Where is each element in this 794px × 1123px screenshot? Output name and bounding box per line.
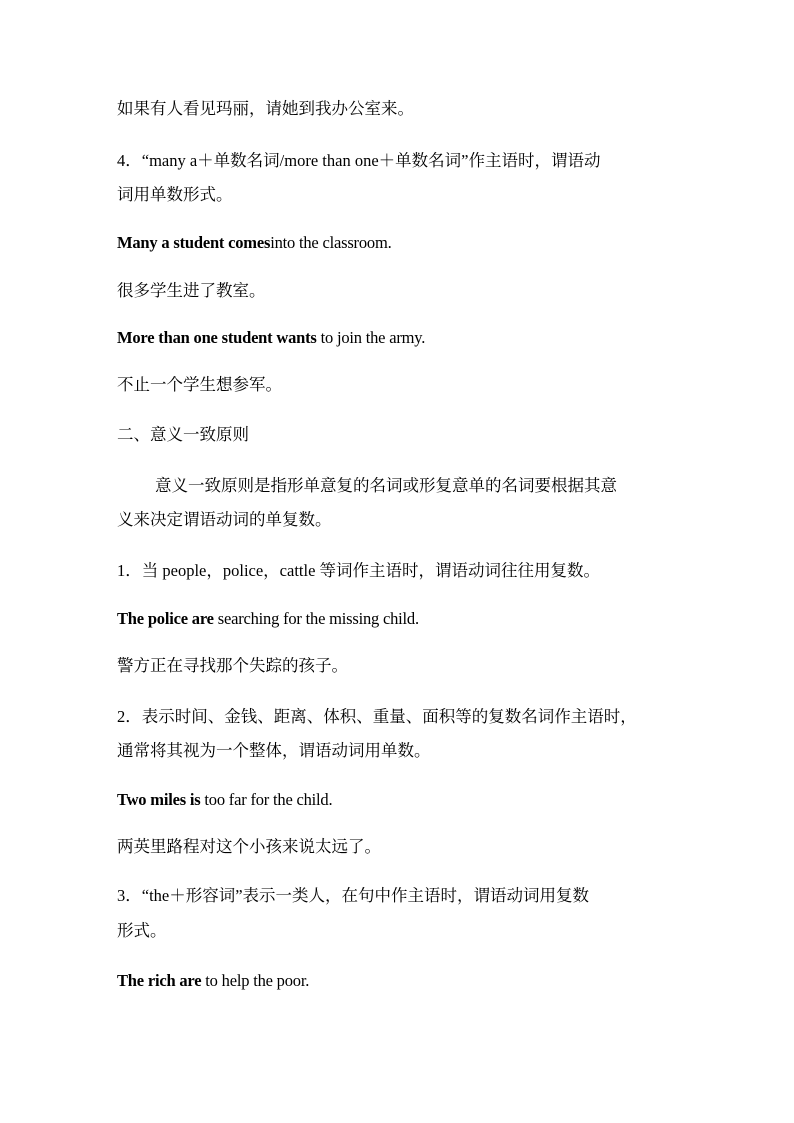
rule-2-line2: 通常将其视为一个整体，谓语动词用单数。 [117, 741, 431, 760]
example-rest: to join the army. [316, 328, 426, 347]
example-sentence [117, 971, 309, 991]
example-subject: Many a student comes [117, 233, 271, 252]
rule-3-line1: 3．“the＋形容词”表示一类人，在句中作主语时，谓语动词用复数 [117, 886, 590, 905]
paragraph-line1: 意义一致原则是指形单意复的名词或形复意单的名词要根据其意 [155, 476, 617, 495]
example-sentence [117, 790, 332, 810]
example-rest: into the classroom. [270, 233, 392, 252]
example-rest: to help the poor. [201, 971, 310, 990]
rule-3-line2: 形式。 [117, 921, 167, 940]
example-subject: The rich are [117, 971, 202, 990]
example-sentence [117, 609, 419, 629]
example-translation: 很多学生进了教室。 [117, 281, 266, 300]
rule-1: 1．当 people，police，cattle 等词作主语时，谓语动词往往用复数。 [117, 561, 601, 580]
text-line: 如果有人看见玛丽，请她到我办公室来。 [117, 99, 414, 118]
example-translation: 两英里路程对这个小孩来说太远了。 [117, 837, 381, 856]
example-translation: 警方正在寻找那个失踪的孩子。 [117, 656, 348, 675]
example-translation: 不止一个学生想参军。 [117, 375, 282, 394]
example-rest: too far for the child. [200, 790, 333, 809]
rule-2-line1: 2．表示时间、金钱、距离、体积、重量、面积等的复数名词作主语时， [117, 707, 637, 726]
rule-4-line2: 词用单数形式。 [117, 185, 233, 204]
example-subject: The police are [117, 609, 214, 628]
example-sentence [117, 233, 392, 253]
rule-4-line1: 4．“many a＋单数名词/more than one＋单数名词”作主语时，谓语动 [117, 151, 601, 170]
example-subject: More than one student wants [117, 328, 317, 347]
example-sentence [117, 328, 425, 348]
example-rest: searching for the missing child. [213, 609, 419, 628]
example-subject: Two miles is [117, 790, 201, 809]
section-heading: 二、意义一致原则 [117, 425, 249, 444]
paragraph-line2: 义来决定谓语动词的单复数。 [117, 510, 332, 529]
